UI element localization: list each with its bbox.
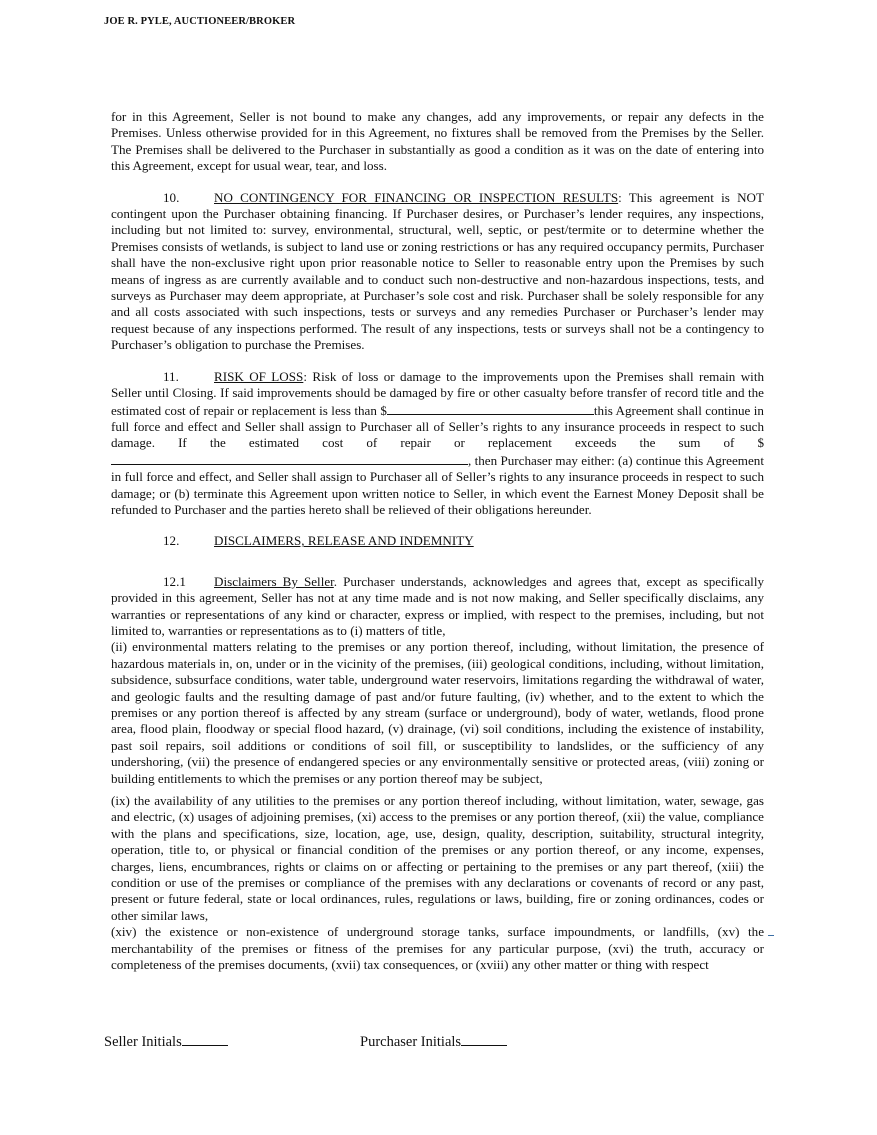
section-12-1-paragraph-2: (ii) environmental matters relating to the premises or any portion thereof, including, without limitation, the presence of hazardous materials in, on, under or in the vicinity of the premises, (iii) geological conditions, including, without limitation, subsidence, subsurface conditions, water table, underground water reservoirs, limitations regarding the withdrawal of water, and geologic faults and the resulting damage of past and/or future faulting, (iv) whether, and to the extent to which the premises or any portion thereof is affected by any stream (surface or underground), body of water, wetlands, flood prone area, flood plain, floodway or special flood hazard, (v) drainage, (vi) soil conditions, including the existence of instability, past soil repairs, soil additions or conditions of soil fill, or susceptibility to landslides, or the sufficiency of any undershoring, (vii) the presence of endangered species or any environmentally sensitive or protected areas, (viii) zoning or building entitlements to which the premises or any portion thereof may be subject,	[111, 639, 764, 786]
document-body	[111, 109, 764, 974]
section-11-heading: RISK OF LOSS	[214, 368, 304, 384]
margin-mark	[768, 935, 774, 936]
section-12-1	[111, 574, 764, 640]
section-10-text: : This agreement is NOT contingent upon the Purchaser obtaining financing. If Purchaser desires, or Purchaser’s lender requires, any inspections, including but not limited to: survey, environmental, structural, well, septic, or pest/termite or to determine whether the Premises consists of wetlands, is subject to land use or zoning restrictions or has any required occupancy permits, Purchaser shall have the non-exclusive right upon prior reasonable notice to Seller to reasonable entry upon the Premises by such means of ingress as are currently available and to conduct such non-destructive and non-hazardous inspections, tests, and surveys as Purchaser may deem appropriate, at Purchaser’s sole cost and risk. Purchaser shall be solely responsible for any and all costs associated with such inspections, tests or surveys and any remedies Purchaser or Purchaser’s lender may request because of any inspections performed. The result of any inspections, tests or surveys shall not be a contingency to Purchaser’s obligation to purchase the Premises.	[111, 189, 764, 353]
section-12-1-number: 12.1	[163, 573, 186, 589]
intro-paragraph: for in this Agreement, Seller is not bound to make any changes, add any improvements, or repair any defects in the Premises. Unless otherwise provided for in this Agreement, no fixtures shall be removed from the Premises by the Seller. The Premises shall be delivered to the Purchaser in substantially as good a condition as it was on the date of entering into this Agreement, except for usual wear, tear, and loss.	[111, 109, 764, 174]
section-11-text-1: : Risk of loss or damage to the improvements upon the Premises shall remain with Seller until Closing. If said improvements should be damaged by fire or other casualty before transfer of record title and the estimated cost of repair or replacement is less than	[111, 368, 764, 418]
section-10	[111, 190, 764, 354]
section-11-text-2: this Agreement shall continue in full force and effect and Seller shall assign to Purchaser all of Seller’s rights to any insurance proceeds in respect to such damage. If the estimated cost of repair or replacement exceeds the sum of $	[111, 402, 764, 451]
section-10-heading: NO CONTINGENCY FOR FINANCING OR INSPECTION RESULTS	[214, 189, 619, 205]
section-12-1-heading: Disclaimers By Seller	[214, 573, 334, 589]
dollar-sign: $	[380, 402, 387, 418]
seller-initials-label: Seller Initials	[104, 1034, 182, 1050]
amount-blank-2[interactable]	[111, 452, 468, 465]
purchaser-initials	[360, 1031, 507, 1051]
section-12-heading: DISCLAIMERS, RELEASE AND INDEMNITY	[214, 533, 474, 549]
seller-initials	[104, 1031, 228, 1051]
section-12-1-paragraph-4: (xiv) the existence or non-existence of underground storage tanks, surface impoundments, or landfills, (xv) the merchantability of the premises or fitness of the premises for any particular purpose, (xvi) the truth, accuracy or completeness of the premises documents, (xvii) tax consequences, or (xviii) any other matter or thing with respect	[111, 924, 764, 973]
section-12	[111, 533, 764, 549]
amount-blank-1[interactable]	[387, 402, 594, 415]
section-11-text-3: then Purchaser may either: (a) continue this Agreement in full force and effect, and Seller shall assign to Purchaser all of Seller’s rights to any insurance proceeds in respect to such damage; or (b) terminate this Agreement upon written notice to Seller, in which event the Earnest Money Deposit shall be refunded to Purchaser and the parties hereto shall be relieved of their obligations hereunder.	[111, 452, 764, 517]
purchaser-initials-line[interactable]	[461, 1031, 507, 1046]
page-header: JOE R. PYLE, AUCTIONEER/BROKER	[104, 16, 296, 27]
section-11-number: 11.	[163, 368, 179, 384]
section-11	[111, 369, 764, 519]
section-12-1-paragraph-3: (ix) the availability of any utilities to the premises or any portion thereof including, without limitation, water, sewage, gas and electric, (x) usages of adjoining premises, (xi) access to the premises or any portion thereof, (xii) the value, compliance with the plans and specifications, size, location, age, use, design, quality, description, suitability, structural integrity, operation, title to, or physical or financial condition of the premises or any portion thereof, or any income, expenses, charges, liens, encumbrances, rights or claims on or affecting or pertaining to the premises or any part thereof, (xiii) the condition or use of the premises or compliance of the premises with any declarations or covenants of record or any past, present or future federal, state or local ordinances, rules, regulations or laws, building, fire or zoning ordinances, codes or other similar laws,	[111, 793, 764, 923]
section-12-number: 12.	[163, 533, 180, 549]
section-10-number: 10.	[163, 189, 180, 205]
seller-initials-line[interactable]	[182, 1031, 228, 1046]
section-12-1-text: . Purchaser understands, acknowledges and agrees that, except as specifically provided in this agreement, Seller has not at any time made and is not now making, and Seller specifically disclaims, any warranties or representations of any kind or character, express or implied, with respect to the premises, including, but not limited to, warranties or representations as to (i) matters of title,	[111, 573, 765, 638]
purchaser-initials-label: Purchaser Initials	[360, 1034, 462, 1050]
comma: ,	[468, 452, 472, 468]
